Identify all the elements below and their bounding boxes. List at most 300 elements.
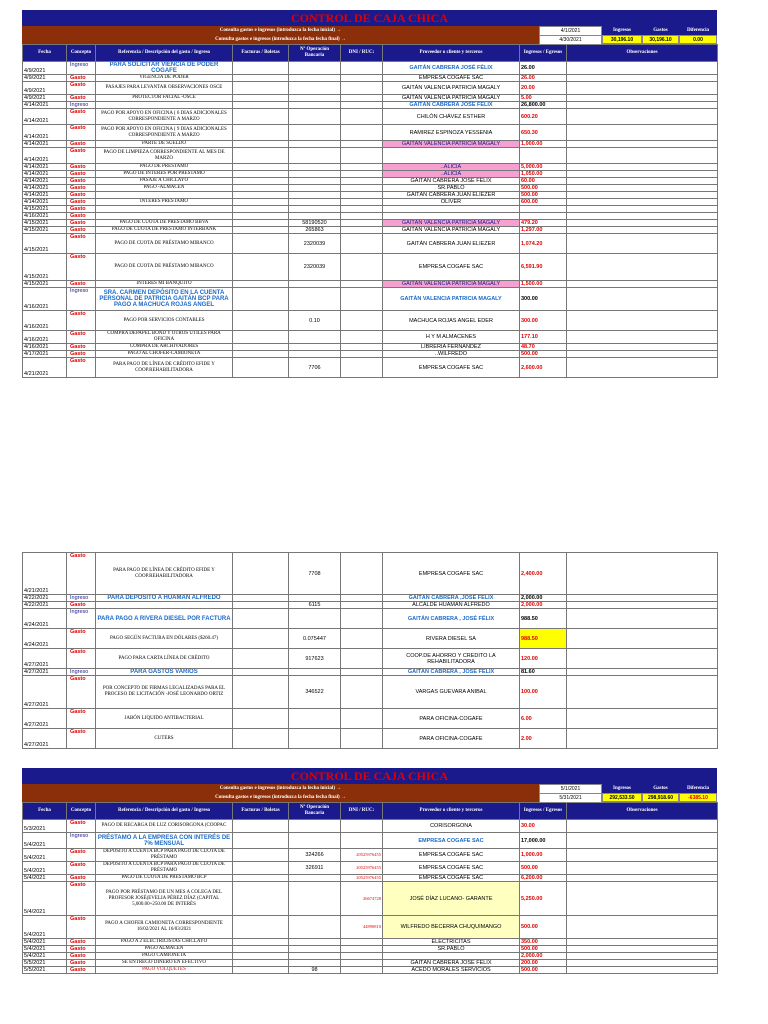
monto-cell[interactable]: 2,000.00 — [520, 602, 567, 609]
concepto-cell[interactable]: Gasto — [67, 602, 96, 609]
factura-cell[interactable] — [233, 95, 289, 102]
proveedor-cell[interactable]: GAITÁN CABRERA JUAN ELIEZER — [383, 234, 520, 254]
proveedor-cell[interactable]: GAITÁN VALENCIA PATRICIA MAGALY — [383, 82, 520, 95]
fecha-cell[interactable]: 4/15/2021 — [23, 281, 67, 288]
dni-ruc-cell[interactable] — [341, 595, 383, 602]
proveedor-cell[interactable] — [383, 206, 520, 213]
factura-cell[interactable] — [233, 875, 289, 882]
factura-cell[interactable] — [233, 676, 289, 709]
proveedor-cell[interactable]: GAITÁN VALENCIA PATRICIA MAGALY — [383, 95, 520, 102]
dni-ruc-cell[interactable] — [341, 602, 383, 609]
concepto-cell[interactable]: Gasto — [67, 281, 96, 288]
monto-cell[interactable]: 500.00 — [520, 862, 567, 875]
table-row[interactable] — [23, 234, 718, 254]
concepto-cell[interactable]: Gasto — [67, 206, 96, 213]
proveedor-cell[interactable]: LIBRERÍA FERNANDEZ — [383, 344, 520, 351]
observaciones-cell[interactable] — [567, 595, 718, 602]
concepto-cell[interactable]: Gasto — [67, 95, 96, 102]
proveedor-cell[interactable]: JOSÉ DÍAZ LUCANO- GARANTE — [383, 882, 520, 916]
observaciones-cell[interactable] — [567, 109, 718, 125]
dni-ruc-cell[interactable] — [341, 75, 383, 82]
factura-cell[interactable] — [233, 967, 289, 974]
monto-cell[interactable]: 177.10 — [520, 331, 567, 344]
concepto-cell[interactable]: Gasto — [67, 967, 96, 974]
fecha-cell[interactable]: 4/27/2021 — [23, 676, 67, 709]
referencia-cell[interactable]: PAGO POR APOYO EN OFICINA ( 9 DIAS ADICIONALES CORRESPONDIENTE A MARZO — [96, 125, 233, 141]
concepto-cell[interactable]: Gasto — [67, 82, 96, 95]
monto-cell[interactable] — [520, 206, 567, 213]
operacion-cell[interactable]: 0.10 — [289, 311, 341, 331]
operacion-cell[interactable] — [289, 141, 341, 148]
table-row[interactable] — [23, 344, 718, 351]
table-row[interactable] — [23, 141, 718, 148]
monto-cell[interactable]: 500.00 — [520, 192, 567, 199]
monto-cell[interactable]: 1,050.00 — [520, 171, 567, 178]
observaciones-cell[interactable] — [567, 281, 718, 288]
factura-cell[interactable] — [233, 669, 289, 676]
proveedor-cell[interactable]: EMPRESA COGAFE SAC — [383, 833, 520, 849]
fecha-final-input[interactable]: 4/30/2021 — [539, 35, 602, 45]
monto-cell[interactable]: 20.00 — [520, 82, 567, 95]
proveedor-cell[interactable]: GAITÁN CABRERA , JOSÉ FÉLIX — [383, 669, 520, 676]
operacion-cell[interactable]: 2320039 — [289, 254, 341, 281]
table-row[interactable] — [23, 220, 718, 227]
monto-cell[interactable]: 300.00 — [520, 288, 567, 311]
observaciones-cell[interactable] — [567, 820, 718, 833]
monto-cell[interactable]: 500.00 — [520, 946, 567, 953]
proveedor-cell[interactable]: ELECTRICITAS — [383, 939, 520, 946]
fecha-cell[interactable]: 5/4/2021 — [23, 849, 67, 862]
monto-cell[interactable]: 200.00 — [520, 960, 567, 967]
monto-cell[interactable]: 988.50 — [520, 629, 567, 649]
monto-cell[interactable]: 2,000.00 — [520, 953, 567, 960]
monto-cell[interactable]: 988.50 — [520, 609, 567, 629]
operacion-cell[interactable] — [289, 595, 341, 602]
proveedor-cell[interactable]: EMPRESA COGAFE SAC — [383, 553, 520, 595]
observaciones-cell[interactable] — [567, 882, 718, 916]
dni-ruc-cell[interactable] — [341, 254, 383, 281]
referencia-cell[interactable]: PAGO POR APOYO EN OFICINA ( 6 DIAS ADICIONALES CORRESPONDIENTE A MARZO — [96, 109, 233, 125]
fecha-inicial-input[interactable]: 5/1/2021 — [539, 784, 602, 794]
factura-cell[interactable] — [233, 102, 289, 109]
dni-ruc-cell[interactable] — [341, 82, 383, 95]
table-row[interactable] — [23, 953, 718, 960]
factura-cell[interactable] — [233, 206, 289, 213]
referencia-cell[interactable]: COMPRA DEPAPEL BOND Y OTROS ÚTILES PARA OFICINA — [96, 331, 233, 344]
factura-cell[interactable] — [233, 331, 289, 344]
proveedor-cell[interactable]: RIVERA DIESEL SA — [383, 629, 520, 649]
dni-ruc-cell[interactable] — [341, 609, 383, 629]
operacion-cell[interactable] — [289, 192, 341, 199]
operacion-cell[interactable] — [289, 62, 341, 75]
factura-cell[interactable] — [233, 178, 289, 185]
table-row[interactable] — [23, 164, 718, 171]
concepto-cell[interactable]: Gasto — [67, 220, 96, 227]
observaciones-cell[interactable] — [567, 185, 718, 192]
referencia-cell[interactable]: PARA PAGO DE LÍNEA DE CRÉDITO EFIDE Y COOP.REHABILITADORA — [96, 553, 233, 595]
dni-ruc-cell[interactable] — [341, 102, 383, 109]
concepto-cell[interactable]: Gasto — [67, 875, 96, 882]
observaciones-cell[interactable] — [567, 602, 718, 609]
observaciones-cell[interactable] — [567, 676, 718, 709]
concepto-cell[interactable]: Gasto — [67, 676, 96, 709]
referencia-cell[interactable]: COMPRA DE ARCHIVADORES — [96, 344, 233, 351]
concepto-cell[interactable]: Gasto — [67, 311, 96, 331]
referencia-cell[interactable]: CUTERS — [96, 729, 233, 749]
proveedor-cell[interactable]: GAITÁN CABRERA JOSÉ FÉLIX — [383, 178, 520, 185]
monto-cell[interactable]: 500.00 — [520, 967, 567, 974]
factura-cell[interactable] — [233, 609, 289, 629]
referencia-cell[interactable]: PAGO PARA CARTA LÍNEA DE CRÉDITO — [96, 649, 233, 669]
factura-cell[interactable] — [233, 629, 289, 649]
proveedor-cell[interactable]: ..ALICIA — [383, 164, 520, 171]
fecha-cell[interactable]: 4/14/2021 — [23, 141, 67, 148]
observaciones-cell[interactable] — [567, 609, 718, 629]
monto-cell[interactable]: 17,000.00 — [520, 833, 567, 849]
table-row[interactable] — [23, 875, 718, 882]
factura-cell[interactable] — [233, 553, 289, 595]
fecha-cell[interactable]: 4/14/2021 — [23, 102, 67, 109]
table-row[interactable] — [23, 595, 718, 602]
dni-ruc-cell[interactable] — [341, 220, 383, 227]
referencia-cell[interactable]: PASAJES PARA LEVANTAR OBSERVACIONES OSCE — [96, 82, 233, 95]
fecha-cell[interactable]: 5/4/2021 — [23, 916, 67, 939]
monto-cell[interactable]: 650.30 — [520, 125, 567, 141]
table-row[interactable] — [23, 75, 718, 82]
fecha-cell[interactable]: 4/9/2021 — [23, 95, 67, 102]
table-row[interactable] — [23, 185, 718, 192]
factura-cell[interactable] — [233, 164, 289, 171]
concepto-cell[interactable]: Gasto — [67, 109, 96, 125]
proveedor-cell[interactable]: GAITÁN CABRERA JUAN ELIEZER — [383, 192, 520, 199]
fecha-cell[interactable]: 5/4/2021 — [23, 833, 67, 849]
monto-cell[interactable]: 2.00 — [520, 729, 567, 749]
dni-ruc-cell[interactable] — [341, 164, 383, 171]
fecha-cell[interactable]: 4/14/2021 — [23, 164, 67, 171]
factura-cell[interactable] — [233, 288, 289, 311]
concepto-cell[interactable]: Gasto — [67, 882, 96, 916]
dni-ruc-cell[interactable] — [341, 331, 383, 344]
dni-ruc-cell[interactable] — [341, 206, 383, 213]
dni-ruc-cell[interactable]: 20525976455 — [341, 875, 383, 882]
monto-cell[interactable]: 6,200.00 — [520, 875, 567, 882]
table-row[interactable] — [23, 227, 718, 234]
operacion-cell[interactable] — [289, 833, 341, 849]
operacion-cell[interactable] — [289, 331, 341, 344]
concepto-cell[interactable]: Gasto — [67, 171, 96, 178]
referencia-cell[interactable]: INTERÉS PRÉSTAMO — [96, 199, 233, 206]
proveedor-cell[interactable]: ..WILFREDO — [383, 351, 520, 358]
referencia-cell[interactable]: PAGO A 2 ELECTRICISTAS CHICLAYO — [96, 939, 233, 946]
dni-ruc-cell[interactable] — [341, 148, 383, 164]
fecha-cell[interactable]: 4/14/2021 — [23, 178, 67, 185]
operacion-cell[interactable] — [289, 939, 341, 946]
factura-cell[interactable] — [233, 199, 289, 206]
observaciones-cell[interactable] — [567, 709, 718, 729]
fecha-cell[interactable]: 4/9/2021 — [23, 82, 67, 95]
operacion-cell[interactable] — [289, 213, 341, 220]
table-row[interactable] — [23, 192, 718, 199]
concepto-cell[interactable]: Ingreso — [67, 62, 96, 75]
factura-cell[interactable] — [233, 649, 289, 669]
concepto-cell[interactable]: Gasto — [67, 351, 96, 358]
table-row[interactable] — [23, 62, 718, 75]
operacion-cell[interactable]: 0.075447 — [289, 629, 341, 649]
factura-cell[interactable] — [233, 358, 289, 378]
monto-cell[interactable]: 2,400.00 — [520, 553, 567, 595]
dni-ruc-cell[interactable]: 20525976455 — [341, 849, 383, 862]
fecha-cell[interactable]: 4/21/2021 — [23, 553, 67, 595]
concepto-cell[interactable]: Gasto — [67, 916, 96, 939]
referencia-cell[interactable]: PAGO DE CUOTA DE PRÉSTAMO INTERBANK — [96, 227, 233, 234]
monto-cell[interactable]: 1,074.20 — [520, 234, 567, 254]
referencia-cell[interactable]: PARA PAGO DE LÍNEA DE CRÉDITO EFIDE Y COOP.REHABILITADORA — [96, 358, 233, 378]
table-row[interactable] — [23, 709, 718, 729]
monto-cell[interactable]: 60.00 — [520, 178, 567, 185]
observaciones-cell[interactable] — [567, 220, 718, 227]
operacion-cell[interactable] — [289, 281, 341, 288]
concepto-cell[interactable]: Gasto — [67, 946, 96, 953]
referencia-cell[interactable]: PARA SOLICITAR VIENCIA DE PODER COGAFE — [96, 62, 233, 75]
observaciones-cell[interactable] — [567, 75, 718, 82]
factura-cell[interactable] — [233, 351, 289, 358]
observaciones-cell[interactable] — [567, 141, 718, 148]
table-row[interactable] — [23, 95, 718, 102]
dni-ruc-cell[interactable] — [341, 946, 383, 953]
operacion-cell[interactable] — [289, 288, 341, 311]
operacion-cell[interactable] — [289, 82, 341, 95]
dni-ruc-cell[interactable] — [341, 62, 383, 75]
operacion-cell[interactable] — [289, 709, 341, 729]
dni-ruc-cell[interactable] — [341, 939, 383, 946]
proveedor-cell[interactable]: ALCALDE HUAMAN ALFREDO — [383, 602, 520, 609]
monto-cell[interactable]: 5,250.00 — [520, 882, 567, 916]
observaciones-cell[interactable] — [567, 351, 718, 358]
dni-ruc-cell[interactable] — [341, 95, 383, 102]
factura-cell[interactable] — [233, 882, 289, 916]
monto-cell[interactable]: 30.00 — [520, 820, 567, 833]
factura-cell[interactable] — [233, 953, 289, 960]
table-row[interactable] — [23, 254, 718, 281]
dni-ruc-cell[interactable] — [341, 676, 383, 709]
operacion-cell[interactable]: 7706 — [289, 358, 341, 378]
proveedor-cell[interactable]: PARA OFICINA-COGAFE — [383, 709, 520, 729]
concepto-cell[interactable]: Gasto — [67, 820, 96, 833]
referencia-cell[interactable]: PRÉSTAMO A LA EMPRESA CON INTERÉS DE 7% MENSUAL — [96, 833, 233, 849]
fecha-cell[interactable]: 4/27/2021 — [23, 649, 67, 669]
table-row[interactable] — [23, 649, 718, 669]
referencia-cell[interactable]: PARA PAGO A RIVERA DIESEL POR FACTURA — [96, 609, 233, 629]
referencia-cell[interactable]: PARA DEPÓSITO A HUAMAN ALFREDO — [96, 595, 233, 602]
referencia-cell[interactable]: PAGO DE CUOTA DE PRÉSTAMO MIBANCO — [96, 234, 233, 254]
observaciones-cell[interactable] — [567, 849, 718, 862]
observaciones-cell[interactable] — [567, 939, 718, 946]
observaciones-cell[interactable] — [567, 82, 718, 95]
table-row[interactable] — [23, 602, 718, 609]
factura-cell[interactable] — [233, 192, 289, 199]
operacion-cell[interactable]: 6115 — [289, 602, 341, 609]
factura-cell[interactable] — [233, 82, 289, 95]
factura-cell[interactable] — [233, 820, 289, 833]
monto-cell[interactable]: 2,600.00 — [520, 358, 567, 378]
table-row[interactable] — [23, 820, 718, 833]
proveedor-cell[interactable]: GAITÁN CABRERA JOSÉ FÉLIX — [383, 102, 520, 109]
concepto-cell[interactable]: Gasto — [67, 227, 96, 234]
proveedor-cell[interactable]: WILFREDO BECERRA CHUQUIMANGO — [383, 916, 520, 939]
referencia-cell[interactable]: PAGO A CHOFER CAMIONETA CORRESPONDIENTE 16/02/2021 AL 16/03/2021 — [96, 916, 233, 939]
dni-ruc-cell[interactable] — [341, 709, 383, 729]
monto-cell[interactable]: 500.00 — [520, 916, 567, 939]
dni-ruc-cell[interactable] — [341, 213, 383, 220]
factura-cell[interactable] — [233, 946, 289, 953]
proveedor-cell[interactable]: GAITÁN VALENCIA PATRICIA MAGALY — [383, 227, 520, 234]
factura-cell[interactable] — [233, 939, 289, 946]
concepto-cell[interactable]: Gasto — [67, 953, 96, 960]
monto-cell[interactable]: 500.00 — [520, 351, 567, 358]
concepto-cell[interactable]: Gasto — [67, 254, 96, 281]
dni-ruc-cell[interactable] — [341, 960, 383, 967]
observaciones-cell[interactable] — [567, 213, 718, 220]
monto-cell[interactable]: 300.00 — [520, 311, 567, 331]
factura-cell[interactable] — [233, 171, 289, 178]
referencia-cell[interactable]: PAGO DE LIMPIEZA CORRESPONDIENTE AL MES DE MARZO — [96, 148, 233, 164]
proveedor-cell[interactable]: GAITÁN CABRERA JOSÉ FÉLIX — [383, 62, 520, 75]
proveedor-cell[interactable]: GAITÁN VALENCIA PATRICIA MAGALY — [383, 220, 520, 227]
proveedor-cell[interactable] — [383, 148, 520, 164]
concepto-cell[interactable]: Gasto — [67, 649, 96, 669]
factura-cell[interactable] — [233, 311, 289, 331]
monto-cell[interactable]: 26,800.00 — [520, 102, 567, 109]
table-row[interactable] — [23, 939, 718, 946]
factura-cell[interactable] — [233, 125, 289, 141]
referencia-cell[interactable]: VIGENCIA DE PODER — [96, 75, 233, 82]
proveedor-cell[interactable]: EMPRESA COGAFE SAC — [383, 358, 520, 378]
operacion-cell[interactable] — [289, 960, 341, 967]
referencia-cell[interactable]: PAGO DE RECARGA DE LUZ CORISORGONA (COOPAC — [96, 820, 233, 833]
table-row[interactable] — [23, 102, 718, 109]
factura-cell[interactable] — [233, 220, 289, 227]
proveedor-cell[interactable]: GAITÁN VALENCIA PATRICIA MAGALY — [383, 141, 520, 148]
table-row[interactable] — [23, 288, 718, 311]
table-row[interactable] — [23, 281, 718, 288]
observaciones-cell[interactable] — [567, 206, 718, 213]
operacion-cell[interactable] — [289, 882, 341, 916]
observaciones-cell[interactable] — [567, 916, 718, 939]
table-row[interactable] — [23, 199, 718, 206]
observaciones-cell[interactable] — [567, 953, 718, 960]
dni-ruc-cell[interactable] — [341, 199, 383, 206]
operacion-cell[interactable]: 917623 — [289, 649, 341, 669]
monto-cell[interactable]: 26.00 — [520, 62, 567, 75]
observaciones-cell[interactable] — [567, 946, 718, 953]
concepto-cell[interactable]: Gasto — [67, 234, 96, 254]
concepto-cell[interactable]: Ingreso — [67, 833, 96, 849]
concepto-cell[interactable]: Gasto — [67, 164, 96, 171]
dni-ruc-cell[interactable] — [341, 833, 383, 849]
referencia-cell[interactable]: DEPÓSITO A CUENTA BCP PARA PAGO DE CUOTA DE PRÉSTAMO — [96, 849, 233, 862]
observaciones-cell[interactable] — [567, 875, 718, 882]
observaciones-cell[interactable] — [567, 729, 718, 749]
concepto-cell[interactable]: Gasto — [67, 849, 96, 862]
proveedor-cell[interactable]: MACHUCA ROJAS ANGEL EDER — [383, 311, 520, 331]
proveedor-cell[interactable]: SR.PABLO — [383, 946, 520, 953]
observaciones-cell[interactable] — [567, 164, 718, 171]
fecha-cell[interactable]: 4/27/2021 — [23, 729, 67, 749]
observaciones-cell[interactable] — [567, 669, 718, 676]
operacion-cell[interactable]: 346522 — [289, 676, 341, 709]
factura-cell[interactable] — [233, 833, 289, 849]
referencia-cell[interactable] — [96, 602, 233, 609]
operacion-cell[interactable] — [289, 953, 341, 960]
dni-ruc-cell[interactable] — [341, 669, 383, 676]
factura-cell[interactable] — [233, 234, 289, 254]
referencia-cell[interactable]: PAGO SEGÚN FACTURA EN DÓLARES ($260.47) — [96, 629, 233, 649]
proveedor-cell[interactable]: GAITÁN CABRERA , JOSÉ FÉLIX — [383, 609, 520, 629]
observaciones-cell[interactable] — [567, 234, 718, 254]
observaciones-cell[interactable] — [567, 288, 718, 311]
dni-ruc-cell[interactable]: 44890810 — [341, 916, 383, 939]
table-row[interactable] — [23, 916, 718, 939]
table-row[interactable] — [23, 125, 718, 141]
dni-ruc-cell[interactable] — [341, 967, 383, 974]
operacion-cell[interactable] — [289, 820, 341, 833]
operacion-cell[interactable]: 2320039 — [289, 234, 341, 254]
concepto-cell[interactable]: Ingreso — [67, 288, 96, 311]
fecha-cell[interactable]: 4/24/2021 — [23, 629, 67, 649]
operacion-cell[interactable] — [289, 102, 341, 109]
referencia-cell[interactable]: PAGO -ALMACÉN — [96, 185, 233, 192]
proveedor-cell[interactable]: GAITÁN CABRERA ,JOSÉ FÉLIX — [383, 595, 520, 602]
referencia-cell[interactable]: SRA. CARMEN DEPÓSITO EN LA CUENTA PERSONAL DE PATRICIA GAITÁN BCP PARA PAGO A MACHUCA ROJAS ANGEL — [96, 288, 233, 311]
proveedor-cell[interactable] — [383, 213, 520, 220]
dni-ruc-cell[interactable] — [341, 311, 383, 331]
operacion-cell[interactable] — [289, 185, 341, 192]
factura-cell[interactable] — [233, 849, 289, 862]
observaciones-cell[interactable] — [567, 62, 718, 75]
monto-cell[interactable]: 81.60 — [520, 669, 567, 676]
dni-ruc-cell[interactable] — [341, 141, 383, 148]
factura-cell[interactable] — [233, 62, 289, 75]
table-row[interactable] — [23, 331, 718, 344]
fecha-cell[interactable]: 4/16/2021 — [23, 344, 67, 351]
concepto-cell[interactable]: Gasto — [67, 141, 96, 148]
referencia-cell[interactable]: DEPÓSITO A CUENTA BCP PARA PAGO DE CUOTA DE PRÉSTAMO — [96, 862, 233, 875]
operacion-cell[interactable] — [289, 669, 341, 676]
monto-cell[interactable]: 1,000.00 — [520, 141, 567, 148]
referencia-cell[interactable] — [96, 102, 233, 109]
fecha-cell[interactable]: 4/22/2021 — [23, 595, 67, 602]
referencia-cell[interactable]: PASAJE A CHICLAYO — [96, 178, 233, 185]
proveedor-cell[interactable]: CHILÓN CHÁVEZ ESTHER — [383, 109, 520, 125]
operacion-cell[interactable] — [289, 148, 341, 164]
concepto-cell[interactable]: Gasto — [67, 358, 96, 378]
observaciones-cell[interactable] — [567, 178, 718, 185]
referencia-cell[interactable] — [96, 213, 233, 220]
factura-cell[interactable] — [233, 595, 289, 602]
observaciones-cell[interactable] — [567, 553, 718, 595]
observaciones-cell[interactable] — [567, 254, 718, 281]
operacion-cell[interactable] — [289, 125, 341, 141]
concepto-cell[interactable]: Gasto — [67, 344, 96, 351]
proveedor-cell[interactable]: ..ALICIA — [383, 171, 520, 178]
table-row[interactable] — [23, 178, 718, 185]
observaciones-cell[interactable] — [567, 125, 718, 141]
monto-cell[interactable] — [520, 148, 567, 164]
dni-ruc-cell[interactable] — [341, 729, 383, 749]
fecha-cell[interactable]: 4/14/2021 — [23, 199, 67, 206]
dni-ruc-cell[interactable] — [341, 351, 383, 358]
observaciones-cell[interactable] — [567, 358, 718, 378]
